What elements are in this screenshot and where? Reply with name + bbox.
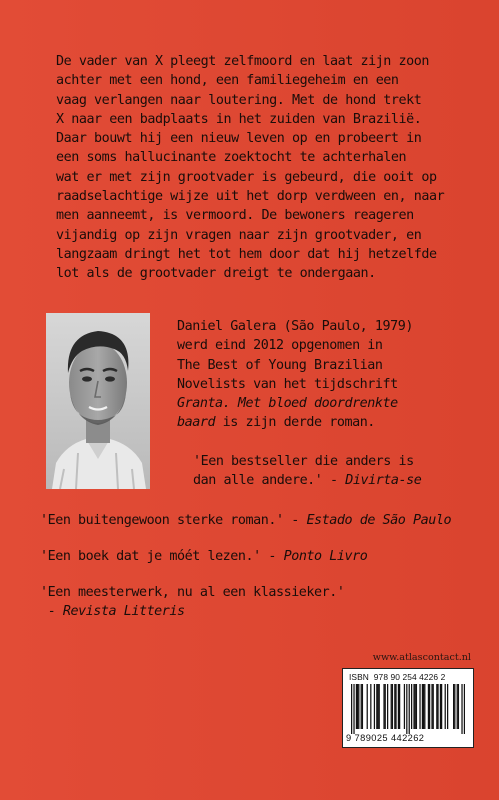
quote-text: 'Een bestseller die anders is: [193, 454, 414, 469]
author-photo: [46, 313, 150, 489]
barcode-bar: [376, 684, 377, 729]
synopsis-line: langzaam dringt het tot hem door dat hij hetzelfde: [56, 246, 437, 262]
barcode-bar: [358, 684, 359, 729]
quote-text: dan alle andere.': [193, 473, 323, 489]
quote-text: 'Een buitengewoon sterke roman.': [40, 513, 284, 528]
bio-line-3: The Best of Young Brazilian: [177, 357, 383, 373]
quote-text: 'Een boek dat je móét lezen.': [40, 549, 261, 564]
barcode-bar: [458, 684, 459, 729]
barcode-bar: [351, 684, 352, 734]
barcode-bar: [383, 684, 384, 729]
publisher-website[interactable]: www.atlascontact.nl: [372, 652, 471, 663]
bio-line-6-rest: is zijn derde roman.: [215, 415, 375, 431]
review-quote-1: [193, 452, 421, 491]
barcode-bar: [370, 684, 371, 729]
synopsis-line: vaag verlangen naar loutering. Met de hond trekt: [56, 92, 422, 108]
barcode-bar: [429, 684, 430, 729]
barcode-bar: [398, 684, 399, 729]
barcode-bar: [454, 684, 455, 729]
barcode-bar: [416, 684, 417, 729]
barcode-bar: [428, 684, 429, 729]
barcode-bar: [445, 684, 446, 729]
ean-digits: 9 789025 442262: [346, 733, 425, 743]
bio-line-5: Granta. Met bloed doordrenkte: [177, 396, 398, 412]
review-quote-3: [40, 547, 367, 566]
barcode-bar: [353, 684, 354, 734]
barcode-bar: [362, 684, 363, 729]
barcode-bar: [464, 684, 465, 734]
synopsis-line: men aanneemt, is vermoord. De bewoners reageren: [56, 208, 414, 224]
barcode-bar: [367, 684, 368, 729]
bio-line-4: Novelists van het tijdschrift: [177, 376, 398, 392]
isbn-barcode-label: [342, 668, 474, 748]
synopsis-line: Daar bouwt hij een nieuw leven op en probeert in: [56, 131, 422, 147]
barcode-bar: [356, 684, 357, 729]
barcode-bar: [437, 684, 438, 729]
synopsis-line: vijandig op zijn vragen naar zijn grootvader, en: [56, 227, 422, 243]
bio-line-1: Daniel Galera (São Paulo, 1979): [177, 319, 413, 334]
quote-separator: -: [322, 473, 346, 489]
quote-source: Ponto Livro: [283, 549, 368, 564]
synopsis-line: De vader van X pleegt zelfmoord en laat zijn zoon: [56, 54, 429, 69]
barcode-bar: [422, 684, 423, 729]
quote-separator: -: [283, 513, 307, 528]
barcode-bar: [385, 684, 386, 729]
barcode-bar: [399, 684, 400, 729]
barcode-bar: [461, 684, 462, 734]
quote-source: Revista Litteris: [62, 604, 185, 620]
barcode-bar: [392, 684, 393, 729]
quote-separator: -: [260, 549, 284, 564]
barcode-bar: [404, 684, 405, 729]
barcode-icon: [351, 684, 465, 734]
synopsis-line: achter met een hond, een familiegeheim en een: [56, 73, 399, 89]
barcode-bar: [441, 684, 442, 729]
barcode-bar: [447, 684, 448, 729]
barcode-bar: [440, 684, 441, 729]
barcode-bar: [431, 684, 432, 729]
synopsis-line: wat er met zijn grootvader is gebeurd, die ooit op: [56, 169, 437, 185]
barcode-bar: [394, 684, 395, 729]
synopsis-line: raadselachtige wijze uit het dorp verdween en, naar: [56, 189, 445, 205]
barcode-bar: [423, 684, 424, 729]
barcode-bar: [419, 684, 420, 729]
barcode-bar: [433, 684, 434, 729]
barcode-bar: [415, 684, 416, 729]
quote-source: Divirta-se: [345, 473, 422, 489]
barcode-bar: [361, 684, 362, 729]
isbn-number: ISBN 978 90 254 4226 2: [349, 672, 446, 682]
bio-line-2: werd eind 2012 opgenomen in: [177, 338, 383, 354]
synopsis-text: [56, 52, 476, 284]
quote-text: 'Een meesterwerk, nu al een klassieker.': [40, 585, 345, 600]
author-portrait-icon: [46, 313, 150, 489]
barcode-bar: [457, 684, 458, 729]
barcode-bar: [377, 684, 378, 729]
barcode-bar: [436, 684, 437, 729]
barcode-bar: [357, 684, 358, 729]
author-bio: [177, 317, 477, 433]
barcode-bar: [374, 684, 375, 729]
synopsis-line: lot als de grootvader dreigt te ondergaan.: [56, 266, 376, 282]
barcode-bar: [379, 684, 380, 729]
review-quote-4: [40, 583, 344, 622]
bio-line-6-title: baard: [177, 415, 216, 431]
review-quote-2: [40, 511, 451, 530]
barcode-bar: [391, 684, 392, 729]
synopsis-line: een soms hallucinante zoektocht te achterhalen: [56, 150, 407, 166]
synopsis-line: X naar een badplaats in het zuiden van Brazilië.: [56, 111, 422, 127]
barcode-bar: [411, 684, 412, 729]
barcode-bar: [453, 684, 454, 729]
barcode-bar: [413, 684, 414, 729]
barcode-bar: [387, 684, 388, 729]
barcode-bar: [409, 684, 410, 734]
barcode-bar: [424, 684, 425, 729]
quote-source: Estado de São Paulo: [306, 513, 452, 528]
barcode-bar: [395, 684, 396, 729]
quote-separator: -: [40, 604, 63, 620]
barcode-bar: [406, 684, 407, 734]
